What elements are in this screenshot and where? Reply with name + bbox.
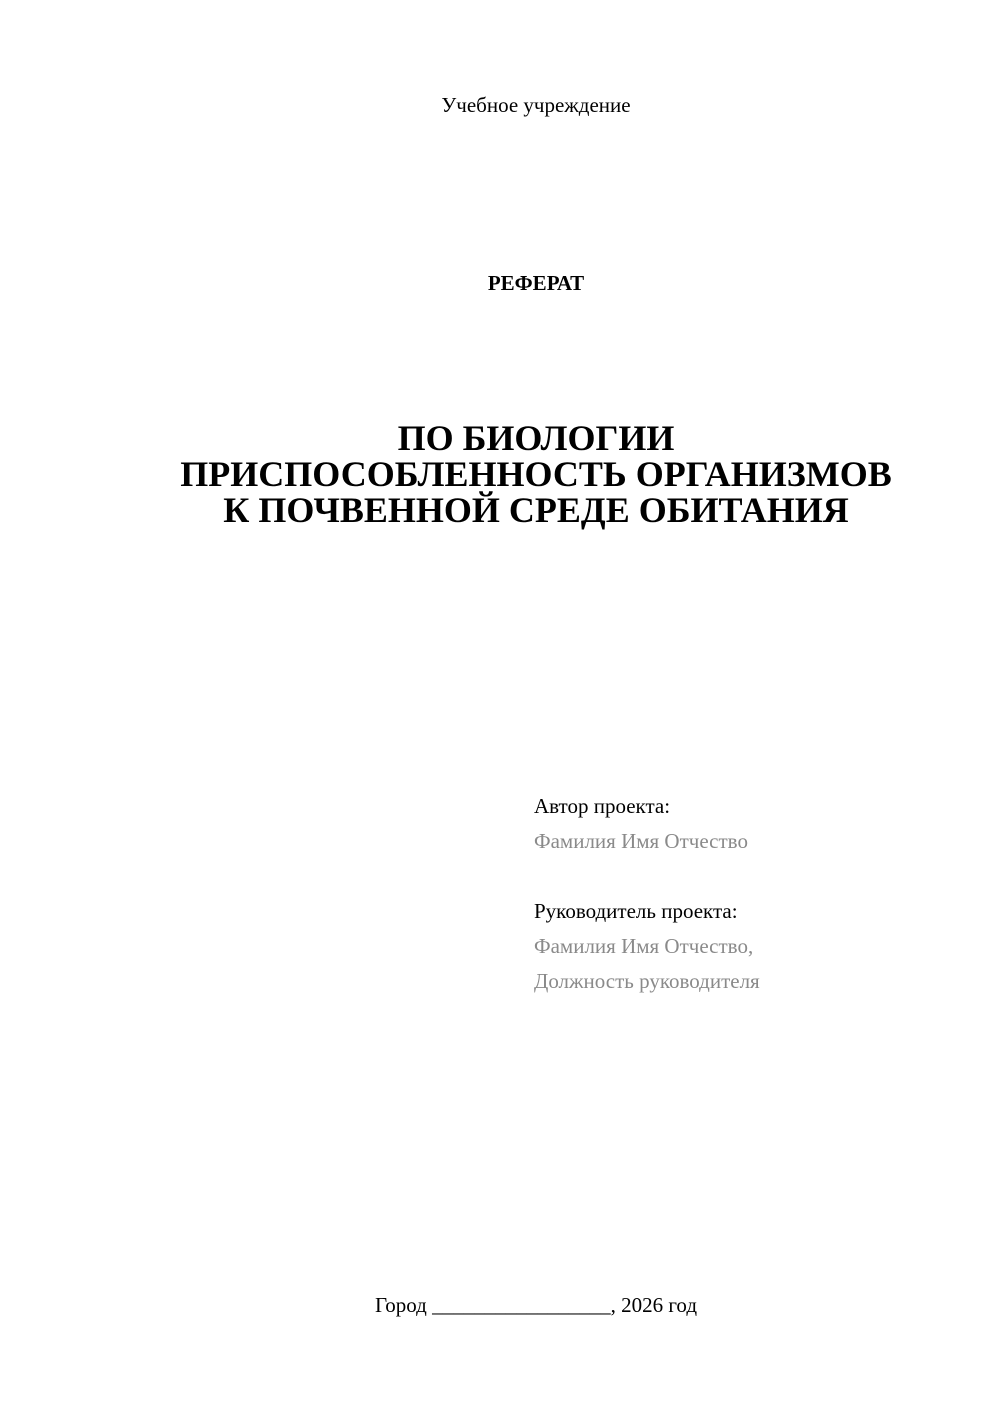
author-name: Фамилия Имя Отчество [534,829,748,853]
supervisor-position: Должность руководителя [534,969,760,993]
supervisor-name: Фамилия Имя Отчество, [534,934,754,958]
title-line-topic-1: ПРИСПОСОБЛЕННОСТЬ ОРГАНИЗМОВ [180,454,892,494]
credits-block [534,789,974,999]
supervisor-label: Руководитель проекта: [534,899,738,923]
institution-name: Учебное учреждение [441,93,631,117]
author-label: Автор проекта: [534,794,671,818]
title-line-subject: ПО БИОЛОГИИ [397,418,675,458]
document-title [0,420,1000,528]
document-type: РЕФЕРАТ [487,271,585,295]
footer-city-year: Город _________________, 2026 год [374,1293,698,1317]
credits-spacer [534,859,974,894]
title-line-topic-2: К ПОЧВЕННОЙ СРЕДЕ ОБИТАНИЯ [223,490,849,530]
